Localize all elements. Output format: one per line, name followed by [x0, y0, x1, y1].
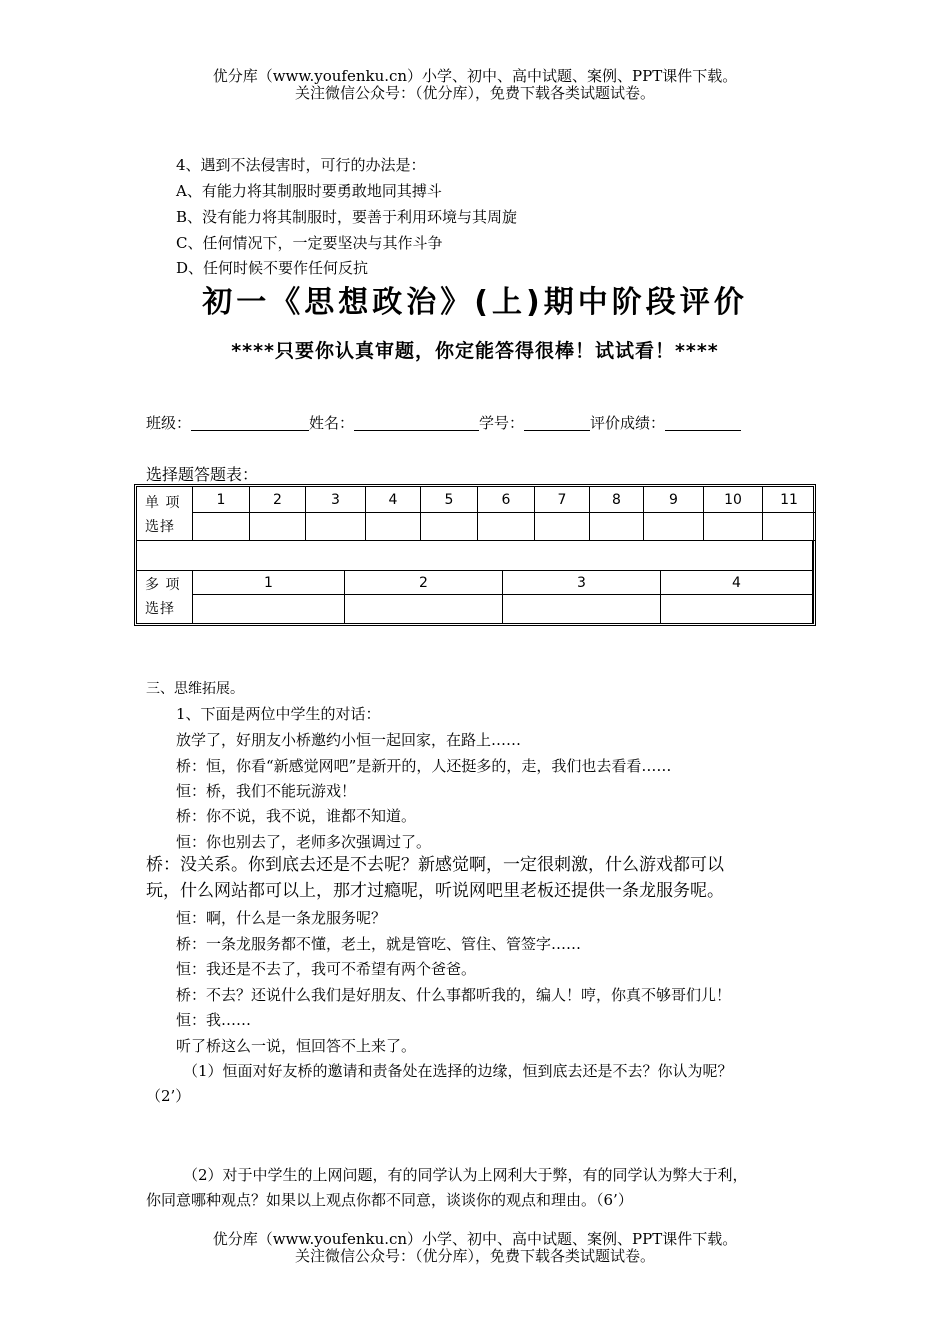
- page-footer: [0, 1231, 950, 1265]
- sub-question-1: （1）恒面对好友桥的邀请和责备处在选择的边缘，恒到底去还是不去？你认为呢？: [183, 1062, 733, 1080]
- answer-table-label: 选择题答题表：: [146, 465, 259, 484]
- sub-question-1-score: （2’）: [146, 1087, 191, 1105]
- page-title: 初一《思想政治》(上)期中阶段评价: [202, 285, 748, 320]
- single-choice-answer-cell[interactable]: [478, 513, 535, 541]
- single-choice-answer-cell[interactable]: [193, 513, 250, 541]
- dialogue-line: 恒：你也别去了，老师多次强调过了。: [176, 833, 432, 851]
- single-choice-number: 11: [763, 487, 816, 513]
- single-choice-number: 8: [590, 487, 644, 513]
- multi-choice-number: 2: [345, 571, 503, 595]
- question4-option-d: D、任何时候不要作任何反抗: [176, 259, 369, 277]
- multi-choice-label: 多 项 选择: [137, 571, 193, 623]
- question4-option-b: B、没有能力将其制服时，要善于利用环境与其周旋: [176, 208, 518, 226]
- single-choice-number: 4: [366, 487, 421, 513]
- dialogue-line: 放学了，好朋友小桥邀约小恒一起回家，在路上……: [176, 731, 522, 749]
- single-choice-answer-cell[interactable]: [535, 513, 590, 541]
- dialogue-line: 恒：桥，我们不能玩游戏！: [176, 782, 357, 800]
- answer-table: [134, 484, 816, 626]
- dialogue-line: 恒：啊，什么是一条龙服务呢？: [176, 909, 387, 927]
- class-field[interactable]: [191, 414, 309, 431]
- single-choice-number: 5: [421, 487, 478, 513]
- single-choice-number: 3: [306, 487, 366, 513]
- section3-heading: 三、思维拓展。: [146, 681, 244, 697]
- single-choice-number: 6: [478, 487, 535, 513]
- multi-choice-number: 3: [503, 571, 661, 595]
- dialogue-line: 恒：我还是不去了，我可不希望有两个爸爸。: [176, 960, 477, 978]
- dialogue-line: 桥：你不说，我不说，谁都不知道。: [176, 807, 417, 825]
- question4-option-a: A、有能力将其制服时要勇敢地同其搏斗: [176, 182, 442, 200]
- single-choice-label: 单 项 选择: [137, 487, 193, 541]
- dialogue-line: 桥：一条龙服务都不懂，老土，就是管吃、管住、管签字……: [176, 935, 582, 953]
- single-choice-number: 2: [250, 487, 306, 513]
- number-label: 学号：: [479, 414, 525, 432]
- student-info-line: [146, 412, 741, 433]
- dialogue-line: 桥：恒，你看“新感觉网吧”是新开的，人还挺多的，走，我们也去看看……: [176, 757, 672, 775]
- multi-choice-number: 1: [193, 571, 345, 595]
- dialogue-big-line: 玩，什么网站都可以上，那才过瘾呢，听说网吧里老板还提供一条龙服务呢。: [146, 881, 724, 901]
- multi-choice-number: 4: [661, 571, 813, 595]
- dialogue-big-line: 桥：没关系。你到底去还是不去呢？新感觉啊，一定很刺激，什么游戏都可以: [146, 855, 724, 875]
- name-label: 姓名：: [309, 414, 355, 432]
- dialogue-line: 听了桥这么一说，恒回答不上来了。: [176, 1037, 417, 1055]
- number-field[interactable]: [524, 414, 590, 431]
- header-line-1: 优分库（www.youfenku.cn）小学、初中、高中试题、案例、PPT课件下载。: [212, 67, 738, 85]
- name-field[interactable]: [354, 414, 479, 431]
- section3-q1-intro: 1、下面是两位中学生的对话：: [176, 705, 381, 723]
- single-choice-answer-cell[interactable]: [704, 513, 763, 541]
- single-choice-number: 9: [644, 487, 704, 513]
- question4-option-c: C、任何情况下，一定要坚决与其作斗争: [176, 234, 443, 252]
- single-choice-answer-cell[interactable]: [421, 513, 478, 541]
- single-choice-answer-cell[interactable]: [250, 513, 306, 541]
- multi-choice-answer-cell[interactable]: [661, 595, 813, 623]
- score-label: 评价成绩：: [590, 414, 666, 432]
- dialogue-line: 桥：不去？还说什么我们是好朋友、什么事都听我的，编人！哼，你真不够哥们儿！: [176, 986, 732, 1004]
- single-choice-answer-cell[interactable]: [590, 513, 644, 541]
- footer-line-1: 优分库（www.youfenku.cn）小学、初中、高中试题、案例、PPT课件下载。: [212, 1230, 738, 1248]
- table-spacer-row: [137, 541, 813, 571]
- multi-choice-answer-cell[interactable]: [193, 595, 345, 623]
- multi-choice-answer-cell[interactable]: [345, 595, 503, 623]
- page-header: [0, 68, 950, 102]
- multi-choice-answer-cell[interactable]: [503, 595, 661, 623]
- question4-stem: 4、遇到不法侵害时，可行的办法是：: [176, 156, 426, 174]
- single-choice-number: 1: [193, 487, 250, 513]
- single-choice-answer-cell[interactable]: [366, 513, 421, 541]
- class-label: 班级：: [146, 414, 192, 432]
- single-choice-answer-cell[interactable]: [644, 513, 704, 541]
- page-subtitle: ****只要你认真审题，你定能答得很棒！试试看！****: [231, 340, 719, 362]
- single-choice-number: 10: [704, 487, 763, 513]
- single-choice-number: 7: [535, 487, 590, 513]
- header-line-2: 关注微信公众号：（优分库），免费下载各类试题试卷。: [294, 84, 655, 102]
- single-choice-answer-cell[interactable]: [763, 513, 816, 541]
- single-choice-answer-cell[interactable]: [306, 513, 366, 541]
- sub-question-2-cont: 你同意哪种观点？如果以上观点你都不同意，谈谈你的观点和理由。（6’）: [146, 1191, 633, 1209]
- score-field[interactable]: [665, 414, 741, 431]
- footer-line-2: 关注微信公众号：（优分库），免费下载各类试题试卷。: [294, 1247, 655, 1265]
- sub-question-2: （2）对于中学生的上网问题，有的同学认为上网利大于弊，有的同学认为弊大于利，: [183, 1166, 748, 1184]
- dialogue-line: 恒：我……: [176, 1011, 252, 1029]
